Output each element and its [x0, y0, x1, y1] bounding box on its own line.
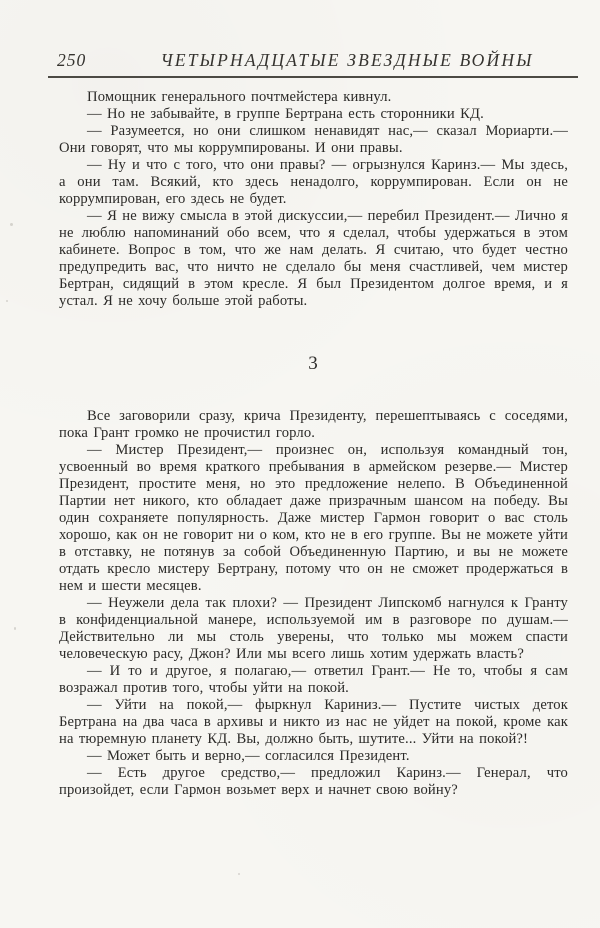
paragraph: — И то и другое, я полагаю,— ответил Грант.— Не то, чтобы я сам возражал против того, чтобы уйти на покой.	[59, 663, 568, 696]
scan-speck	[6, 300, 8, 302]
paragraph: — Есть другое средство,— предложил Каринз.— Генерал, что произойдет, если Гармон возьмет верх и начнет свою войну?	[59, 765, 568, 798]
paragraph: — Может быть и верно,— согласился Президент.	[87, 748, 410, 764]
running-title: ЧЕТЫРНАДЦАТЫЕ ЗВЕЗДНЫЕ ВОЙНЫ	[160, 50, 534, 70]
scan-speck	[10, 223, 13, 226]
text-column	[59, 89, 568, 799]
page-number: 250	[57, 50, 87, 70]
paragraph: — Мистер Президент,— произнес он, используя командный тон, усвоенный во время краткого пребывания в армейском резерве.— Мистер Президент, простите меня, но это предложение нелепо. В Объединенной Партии нет никого, кто обладает даже призрачным шансом на победу. Вы один сохраняете популярность. Даже мистер Гармон говорит о вас столь хорошо, как он не говорит ни о ком, кто не в его группе. Вы не можете уйти в отставку, не потянув за собой Объединенную Партию, и вы не можете отдать кресло мистеру Бертрану, потому что он не сможет продержаться в нем и шести месяцев.	[59, 442, 568, 594]
running-header	[48, 50, 578, 78]
paragraph: — Уйти на покой,— фыркнул Кариниз.— Пустите чистых деток Бертрана на два часа в архивы и никто из нас не уйдет на покой, кроме как на тюремную планету КД. Вы, должно быть, шутите... Уйти на покой?!	[59, 697, 568, 747]
section-number: 3	[308, 353, 319, 374]
paragraph: — Я не вижу смысла в этой дискуссии,— перебил Президент.— Лично я не люблю напоминаний обо всем, что я сделал, чтобы удержаться в этом кабинете. Вопрос в том, что же нам делать. Я считаю, что будет честно предупредить вас, что ничто не сделало бы меня счастливей, чем мистер Бертран, сидящий в этом кресле. Я был Президентом долгое время, и я устал. Я не хочу больше этой работы.	[59, 208, 568, 309]
paragraph: Все заговорили сразу, крича Президенту, перешептываясь с соседями, пока Грант громко не прочистил горло.	[59, 408, 568, 441]
paragraph: — Разумеется, но они слишком ненавидят нас,— сказал Мориарти.— Они говорят, что мы коррумпированы. И они правы.	[59, 123, 568, 156]
paragraph: Помощник генерального почтмейстера кивнул.	[87, 89, 392, 105]
paragraph: — Ну и что с того, что они правы? — огрызнулся Каринз.— Мы здесь, а они там. Всякий, кто здесь ненадолго, коррумпирован. Если он не коррумпирован, его здесь не будет.	[59, 157, 568, 207]
paragraph: — Но не забывайте, в группе Бертрана есть сторонники КД.	[87, 106, 484, 122]
paragraph: — Неужели дела так плохи? — Президент Липскомб нагнулся к Гранту в конфиденциальной манере, используемой им в разговоре по душам.— Действительно ли мы столь уверены, что только мы можем спасти человеческую расу, Джон? Или мы всего лишь хотим удержать власть?	[59, 595, 568, 662]
scan-speck	[238, 873, 240, 875]
scan-speck	[14, 627, 16, 630]
